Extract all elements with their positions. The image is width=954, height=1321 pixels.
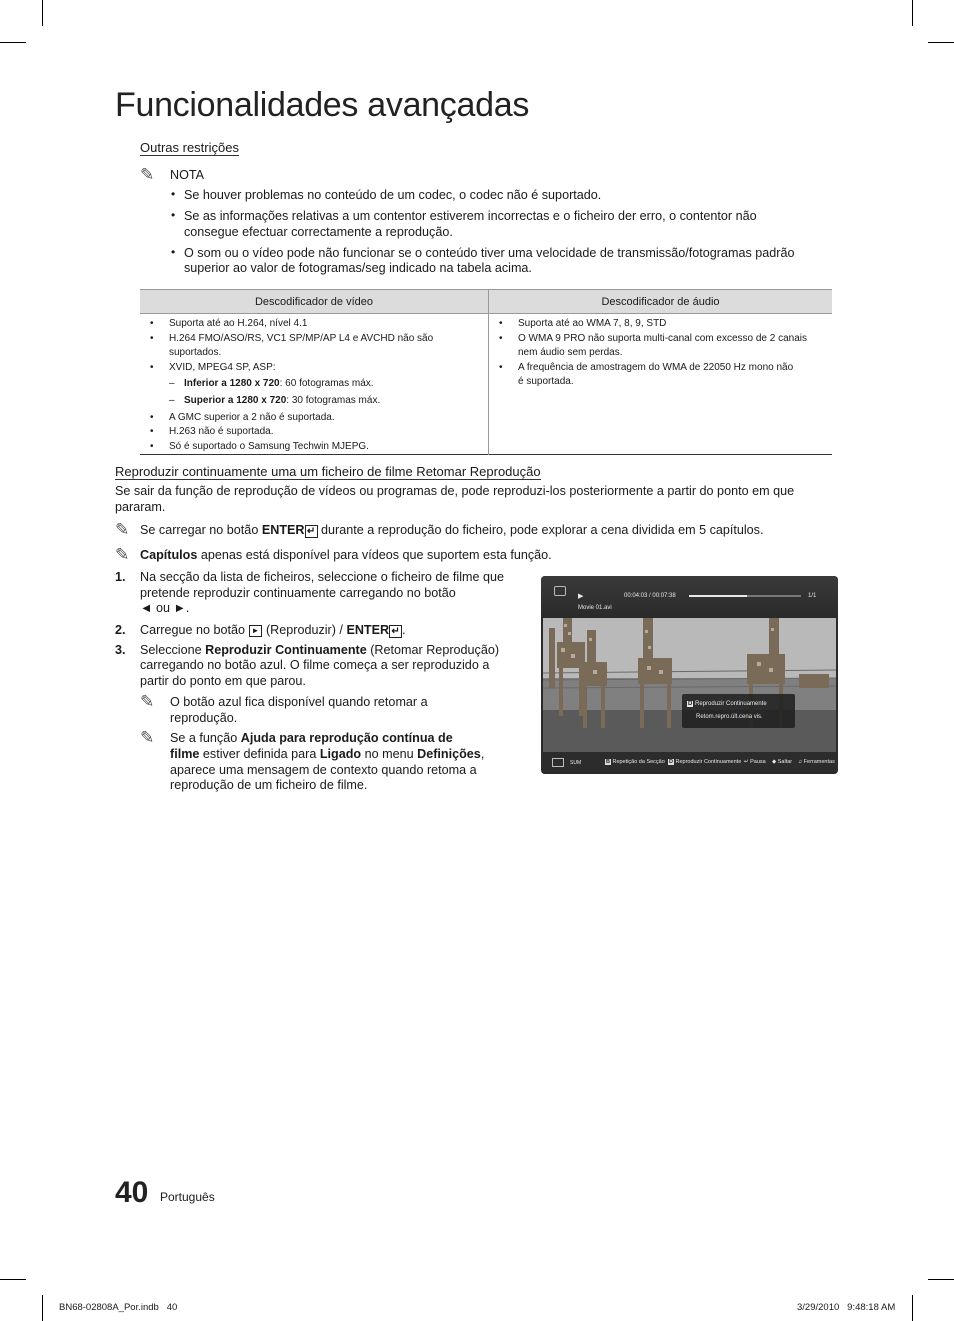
bullet-dot: • <box>171 208 176 222</box>
play-status-icon: ▶ <box>578 593 584 600</box>
note-bold: Ajuda para reprodução contínua de <box>240 731 453 745</box>
crop-mark <box>0 1279 26 1280</box>
page-indicator: 1/1 <box>808 593 817 599</box>
list-item: • XVID, MPEG4 SP, ASP: <box>140 361 480 376</box>
repeat-label: Repetição da Secção <box>612 759 665 765</box>
step-text: Seleccione <box>140 643 206 657</box>
crop-mark <box>928 1279 954 1280</box>
crop-mark <box>42 1295 43 1321</box>
continuous-play <box>668 759 741 765</box>
step-number: 3. <box>115 643 126 657</box>
list-item: • H.263 não é suportada. <box>140 425 480 440</box>
key-d-icon: D <box>688 701 693 707</box>
enter-label: ENTER <box>261 523 305 537</box>
tools-control <box>798 759 835 765</box>
list-item: • Só é suportado o Samsung Techwin MJEPG. <box>140 440 480 455</box>
note-text: estiver definida para <box>199 747 320 761</box>
note-text: no menu <box>361 747 418 761</box>
sub-note-2-line-3: aparece uma mensagem de contexto quando retoma a <box>170 763 477 777</box>
sub-note-2-line-2 <box>170 747 484 763</box>
enter-icon: ↵ <box>744 759 749 765</box>
step-text: (Reproduzir) / <box>262 623 347 637</box>
step-3-line-3: partir do ponto em que parou. <box>140 674 306 688</box>
pause-label: Pausa <box>750 759 766 765</box>
print-date: 3/29/2010 9:48:18 AM <box>797 1302 896 1313</box>
jump-label: Saltar <box>777 759 793 765</box>
crop-mark <box>912 0 913 26</box>
step-3-line-1 <box>140 643 499 659</box>
list-item-bold: Inferior a 1280 x 720 <box>184 378 280 390</box>
list-item-bold: Superior a 1280 x 720 <box>184 394 287 406</box>
table-header-audio: Descodificador de áudio <box>489 290 832 314</box>
note-pencil-icon: ✎ <box>140 165 155 184</box>
note-text: Se carregar no botão <box>140 523 262 537</box>
crop-mark <box>912 1295 913 1321</box>
note-bullet-1: Se houver problemas no conteúdo de um codec, o codec não é suportado. <box>184 188 602 202</box>
note-pencil-icon: ✎ <box>140 728 155 747</box>
crop-mark <box>928 42 954 43</box>
popup-text: Retom.repro.últ.cena vis. <box>696 714 763 720</box>
crop-mark <box>0 42 26 43</box>
section-heading-resume: Reproduzir continuamente uma um ficheiro de filme Retomar Reprodução <box>115 464 541 479</box>
player-bottom-bar <box>541 752 838 774</box>
tools-icon: ♫ <box>798 759 803 765</box>
table-header-video: Descodificador de vídeo <box>140 290 488 314</box>
jump-control <box>772 759 792 765</box>
note-bold: Ligado <box>319 747 362 761</box>
note-label: NOTA <box>170 168 205 182</box>
sub-note-1-line-2: reprodução. <box>170 711 238 725</box>
page-title: Funcionalidades avançadas <box>115 86 530 124</box>
note-text: durante a reprodução do ficheiro, pode explorar a cena dividida em 5 capítulos. <box>317 523 764 537</box>
list-item: é suportada. <box>518 376 574 388</box>
crop-mark <box>42 0 43 26</box>
movie-frame <box>543 618 836 752</box>
playback-time: 00:04:03 / 00:07:38 <box>624 593 676 599</box>
film-icon <box>554 586 566 596</box>
list-item-rest: : 60 fotogramas máx. <box>279 378 374 390</box>
pause-control <box>744 759 766 765</box>
note-pencil-icon: ✎ <box>115 545 130 564</box>
list-item: • H.264 FMO/ASO/RS, VC1 SP/MP/AP L4 e AVCHD não são <box>140 332 480 347</box>
list-item: • A GMC superior a 2 não é suportada. <box>140 411 480 426</box>
note-enter <box>140 523 763 539</box>
list-item: suportados. <box>169 347 222 359</box>
step-1-line-3: ◄ ou ►. <box>140 601 190 615</box>
note-bold: Definições <box>417 747 481 761</box>
step-2 <box>140 623 406 639</box>
sum-label: SUM <box>570 760 582 766</box>
key-b-icon: B <box>606 759 610 765</box>
audio-codec-list <box>489 317 832 390</box>
step-3-line-2: carregando no botão azul. O filme começa a ser reproduzido a <box>140 658 490 672</box>
codec-table <box>140 289 832 455</box>
continuous-label: Reproduzir Continuamente <box>675 759 742 765</box>
list-item: • O WMA 9 PRO não suporta multi-canal com excesso de 2 canais <box>489 332 832 347</box>
sub-note-2-line-1 <box>170 731 453 747</box>
resume-popup <box>682 694 795 728</box>
list-item <box>140 394 480 409</box>
section-heading-restrictions: Outras restrições <box>140 140 239 155</box>
repeat-section <box>605 759 665 765</box>
file-name: Movie 01.avi <box>578 605 612 611</box>
player-top-bar <box>541 576 838 618</box>
video-codec-list <box>140 317 480 454</box>
play-icon: ► <box>249 625 263 637</box>
note-bullet-3-cont: superior ao valor de fotogramas/seg indicado na tabela acima. <box>184 261 532 275</box>
step-number: 1. <box>115 570 126 584</box>
list-item: • A frequência de amostragem do WMA de 22050 Hz mono não <box>489 361 832 376</box>
list-item-rest: : 30 fotogramas máx. <box>286 394 381 406</box>
language-label: Português <box>160 1190 215 1204</box>
chapters-label: Capítulos <box>140 548 198 562</box>
sub-note-1-line-1: O botão azul fica disponível quando retomar a <box>170 695 428 709</box>
step-text: Carregue no botão <box>140 623 249 637</box>
list-item <box>140 377 480 392</box>
list-item: nem áudio sem perdas. <box>518 347 623 359</box>
sum-icon <box>552 758 564 767</box>
file-info: BN68-02808A_Por.indb 40 <box>59 1302 178 1313</box>
sub-note-2-line-4: reprodução de um ficheiro de filme. <box>170 778 368 792</box>
tools-label: Ferramentas <box>803 759 835 765</box>
step-1-line-1: Na secção da lista de ficheiros, seleccione o ficheiro de filme que <box>140 570 505 584</box>
enter-label: ENTER <box>346 623 390 637</box>
step-text: (Retomar Reprodução) <box>366 643 500 657</box>
note-text: apenas está disponível para vídeos que suportem esta função. <box>197 548 552 562</box>
page-number: 40 <box>115 1176 149 1209</box>
list-item: • Suporta até ao WMA 7, 8, 9, STD <box>489 317 832 332</box>
note-pencil-icon: ✎ <box>115 520 130 539</box>
progress-bar-fill <box>689 595 747 597</box>
intro-line-1: Se sair da função de reprodução de vídeos ou programas de, pode reproduzi-los posteriormente a partir do ponto em que <box>115 484 795 498</box>
intro-line-2: pararam. <box>115 500 166 514</box>
popup-title <box>687 701 767 707</box>
note-chapters <box>140 548 552 564</box>
key-d-icon: D <box>669 759 673 765</box>
step-1-line-2: pretende reproduzir continuamente carregando no botão <box>140 586 456 600</box>
giraffe-scene <box>543 618 836 752</box>
step-number: 2. <box>115 623 126 637</box>
note-bullet-2: Se as informações relativas a um contentor estiverem incorrectas e o ficheiro der erro, o contentor não <box>184 209 757 223</box>
enter-icon: ↵ <box>389 625 402 638</box>
bullet-dot: • <box>171 187 176 201</box>
step-bold: Reproduzir Continuamente <box>205 643 367 657</box>
note-pencil-icon: ✎ <box>140 692 155 711</box>
note-bold: filme <box>170 747 200 761</box>
note-bullet-3: O som ou o vídeo pode não funcionar se o conteúdo tiver uma velocidade de transmissão/fotogramas padrão <box>184 246 795 260</box>
note-text: Se a função <box>170 731 241 745</box>
list-item: • Suporta até ao H.264, nível 4.1 <box>140 317 480 332</box>
note-text: , <box>480 747 485 761</box>
tv-screenshot <box>541 576 838 774</box>
popup-title-text: Reproduzir Continuamente <box>695 701 767 707</box>
arrows-icon: ◆ <box>772 759 777 765</box>
bullet-dot: • <box>171 245 176 259</box>
note-bullet-2-cont: consegue efectuar correctamente a reprodução. <box>184 225 453 239</box>
step-text: . <box>402 623 406 637</box>
enter-icon: ↵ <box>305 525 318 538</box>
